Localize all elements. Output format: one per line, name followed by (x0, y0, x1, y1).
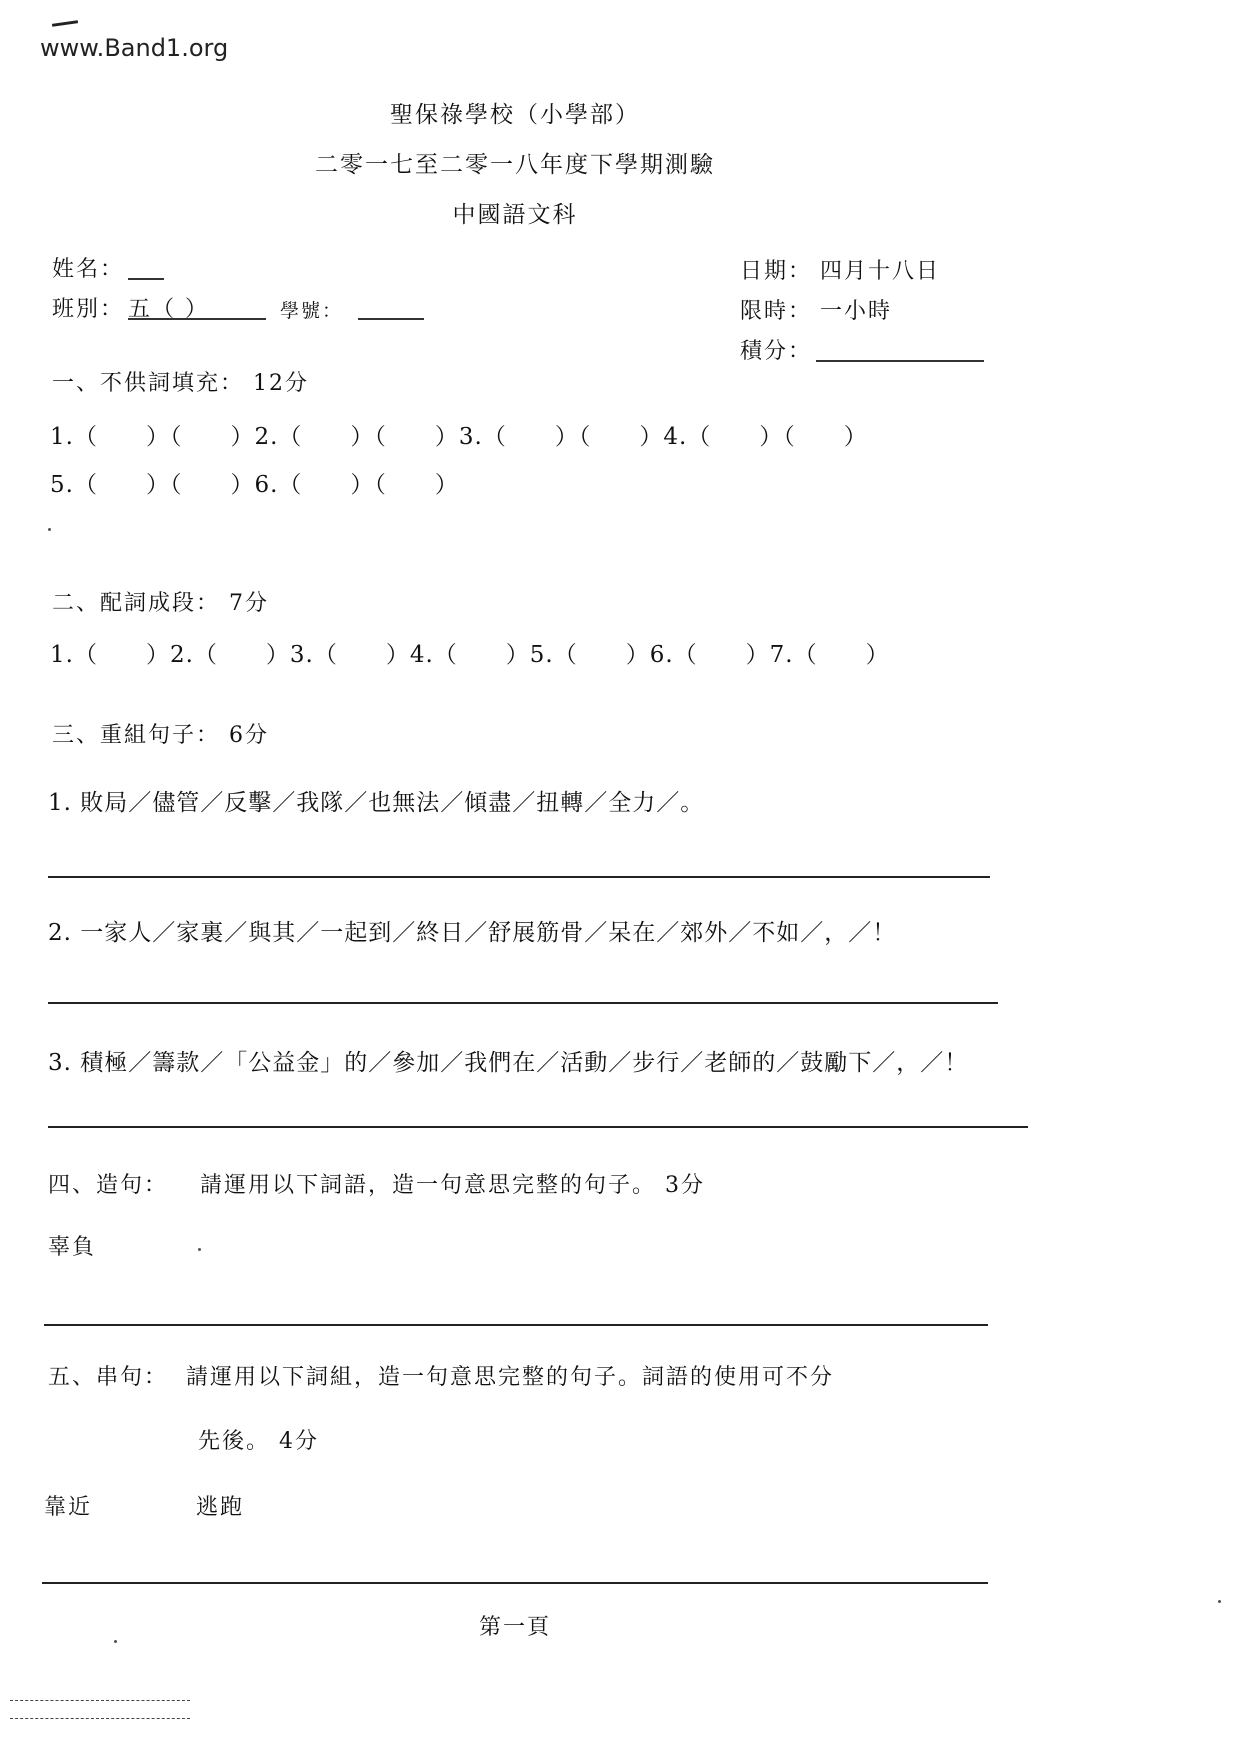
name-field[interactable] (128, 278, 164, 280)
section3-q2: 2. 一家人／家裏／與其／一起到／終日／舒展筋骨／呆在／郊外／不如／，／！ (48, 920, 897, 946)
section2-heading: 二、配詞成段： 7分 (52, 591, 269, 616)
section4-word: 辜負 (48, 1235, 97, 1260)
section5-heading: 五、串句： (48, 1365, 169, 1390)
answer-line-q2[interactable] (48, 1002, 998, 1004)
time-value: 一小時 (820, 299, 893, 324)
section3-q1: 1. 敗局／儘管／反擊／我隊／也無法／傾盡／扭轉／全力／。 (48, 790, 705, 816)
name-label: 姓名： (52, 257, 125, 282)
scan-mark (52, 20, 78, 27)
scan-speck (1218, 1600, 1221, 1603)
scan-speck (114, 1640, 117, 1643)
section5-instruction: 請運用以下詞組，造一句意思完整的句子。詞語的使用可不分 (186, 1365, 835, 1390)
date-label: 日期： (740, 259, 813, 284)
school-title: 聖保祿學校（小學部） (390, 102, 640, 128)
section1-heading: 一、不供詞填充： 12分 (52, 371, 309, 396)
score-label: 積分： (740, 339, 813, 364)
date-value: 四月十八日 (820, 259, 941, 284)
number-label: 學號： (280, 300, 344, 322)
section4-instruction: 請運用以下詞語，造一句意思完整的句子。 3分 (200, 1173, 705, 1198)
class-field[interactable] (128, 318, 266, 320)
section5-word2: 逃跑 (196, 1495, 245, 1520)
class-value: 五（ ） (128, 297, 209, 322)
scan-speck (48, 528, 51, 531)
answer-line-q1[interactable] (48, 876, 990, 878)
watermark-url[interactable]: www.Band1.org (40, 34, 229, 62)
score-field[interactable] (816, 360, 984, 362)
section2-row: 1.（ ）2.（ ）3.（ ）4.（ ）5.（ ）6.（ ）7.（ ） (50, 642, 890, 668)
subject-title: 中國語文科 (452, 202, 578, 228)
section1-row1: 1.（ ）（ ）2.（ ）（ ）3.（ ）（ ）4.（ ）（ ） (50, 424, 868, 450)
term-title: 二零一七至二零一八年度下學期測驗 (315, 152, 715, 178)
answer-line-section5[interactable] (42, 1582, 988, 1584)
class-label: 班別： (52, 297, 125, 322)
number-field[interactable] (358, 318, 424, 320)
scan-edge-rule (10, 1700, 190, 1701)
section4-heading: 四、造句： (48, 1173, 169, 1198)
answer-line-q3[interactable] (48, 1126, 1028, 1128)
scan-speck (198, 1248, 201, 1251)
section3-q3: 3. 積極／籌款／「公益金」的／參加／我們在／活動／步行／老師的／鼓勵下／，／！ (48, 1050, 969, 1076)
section5-word1: 靠近 (44, 1495, 93, 1520)
answer-line-section4[interactable] (44, 1324, 988, 1326)
page-number: 第一頁 (478, 1615, 551, 1640)
section1-row2: 5.（ ）（ ）6.（ ）（ ） (50, 472, 459, 498)
scan-edge-rule-2 (10, 1718, 190, 1719)
time-label: 限時： (740, 299, 813, 324)
section3-heading: 三、重組句子： 6分 (52, 723, 269, 748)
section5-instruction2: 先後。 4分 (198, 1429, 319, 1454)
